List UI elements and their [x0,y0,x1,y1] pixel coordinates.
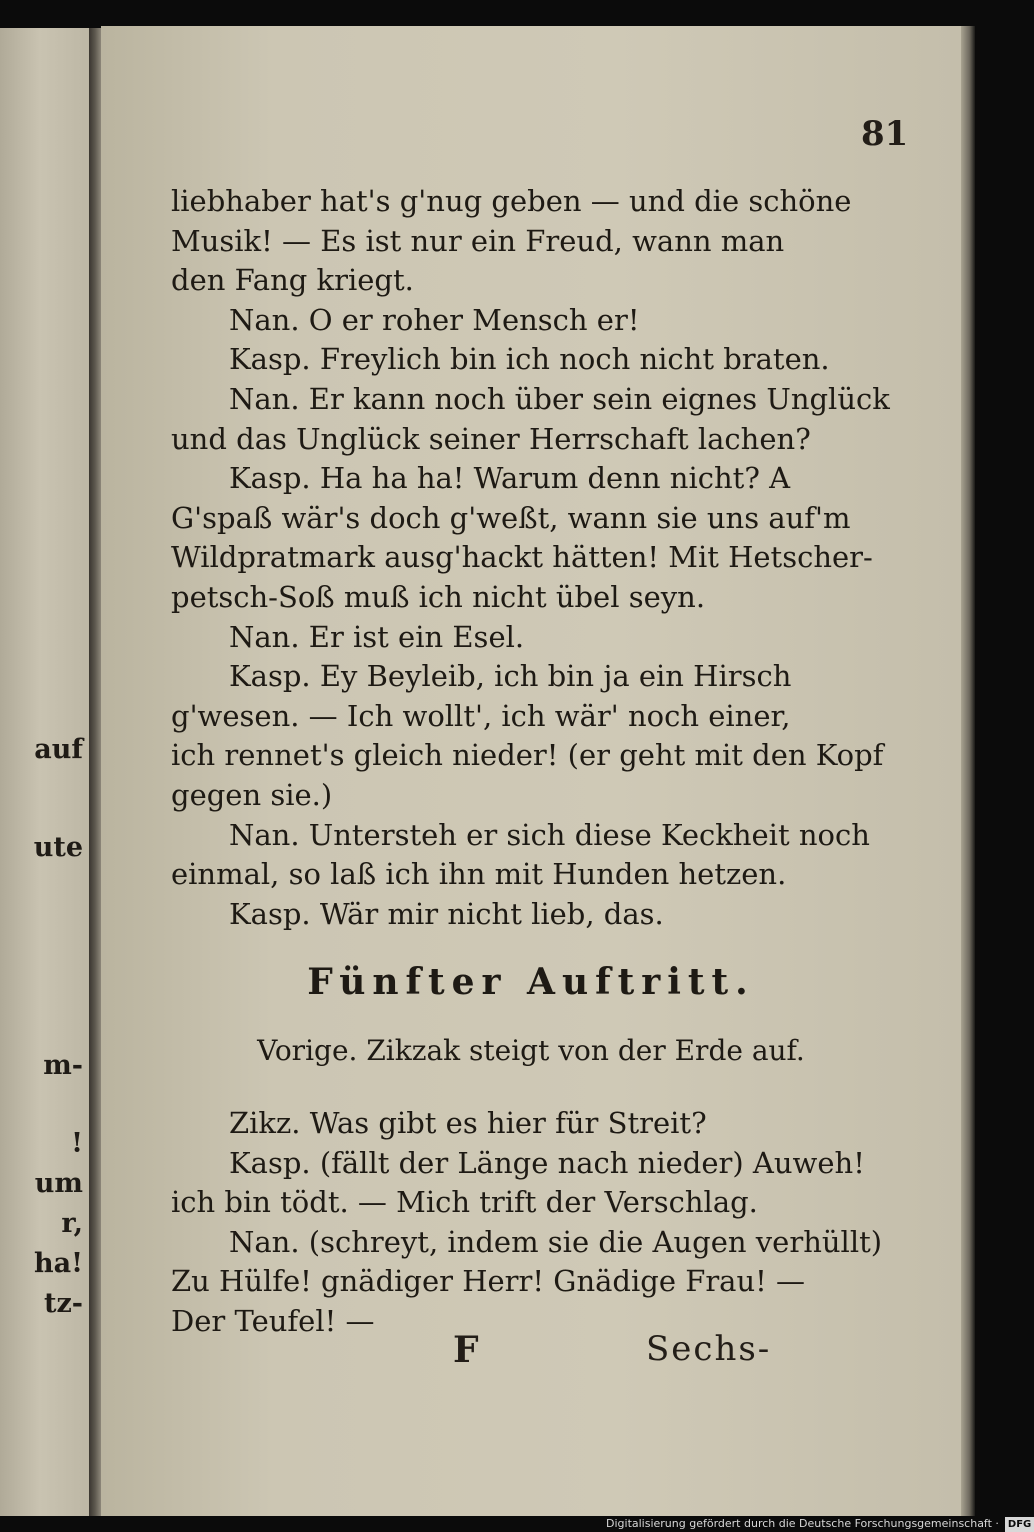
text-line: petsch-Soß muß ich nicht übel seyn. [171,579,706,614]
left-page-fragments [0,28,89,1516]
text-line: den Fang kriegt. [171,263,414,298]
text-line: Kasp. Freylich bin ich noch nicht braten. [229,342,830,377]
text-line: Nan. (schreyt, indem sie die Augen verhüllt) [229,1224,883,1259]
left-fragment: auf [34,734,83,765]
text-line: Der Teufel! — [171,1303,375,1338]
text-line: Kasp. Ey Beyleib, ich bin ja ein Hirsch [229,659,792,694]
left-fragment: um [34,1168,83,1199]
signature-mark: F [453,1329,479,1371]
left-fragment: m- [43,1050,83,1081]
text-line: g'wesen. — Ich wollt', ich wär' noch einer, [171,698,791,733]
left-fragment: tz- [43,1288,83,1319]
text-line: gegen sie.) [171,777,333,812]
text-line: Nan. O er roher Mensch er! [229,302,640,337]
text-block-top [171,182,890,934]
left-fragment: ute [33,832,83,863]
left-page [0,28,89,1516]
text-line: Zikz. Was gibt es hier für Streit? [229,1106,707,1140]
text-line: Zu Hülfe! gnädiger Herr! Gnädige Frau! — [171,1264,806,1299]
left-fragment: ! [71,1128,83,1159]
text-line: ich rennet's gleich nieder! (er geht mit den Kopf [171,738,884,773]
text-line: Nan. Er ist ein Esel. [229,619,525,654]
text-line: ich bin tödt. — Mich trift der Verschlag. [171,1185,758,1220]
text-line: G'spaß wär's doch g'weßt, wann sie uns auf'm [171,500,851,535]
scene-heading: Fünfter Auftritt. [307,961,755,1003]
footer-text: Digitalisierung gefördert durch die Deutsche Forschungsgemeinschaft · [606,1517,999,1530]
text-line: Nan. Untersteh er sich diese Keckheit noch [229,817,870,852]
text-line: und das Unglück seiner Herrschaft lachen? [171,421,811,456]
book-gutter [89,28,101,1516]
text-block-bottom [171,1104,883,1342]
text-line: Wildpratmark ausg'hackt hätten! Mit Hetscher- [171,540,873,575]
dfg-logo: DFG [1005,1517,1034,1532]
text-line: liebhaber hat's g'nug geben — und die schöne [171,184,852,218]
left-fragment: ha! [34,1248,83,1279]
stage-direction: Vorige. Zikzak steigt von der Erde auf. [257,1034,805,1067]
page-edge [961,26,975,1516]
text-line: Kasp. Wär mir nicht lieb, das. [229,896,664,931]
right-page [101,26,961,1516]
left-fragment: r, [61,1208,83,1239]
text-line: Nan. Er kann noch über sein eignes Unglück [229,381,890,416]
footer-credit [606,1516,1034,1532]
text-line: Kasp. (fällt der Länge nach nieder) Auweh! [229,1145,865,1180]
text-line: Musik! — Es ist nur ein Freud, wann man [171,223,785,258]
page-number: 81 [861,114,909,154]
text-line: Kasp. Ha ha ha! Warum denn nicht? A [229,461,791,496]
catchword: Sechs- [646,1329,772,1369]
text-line: einmal, so laß ich ihn mit Hunden hetzen. [171,857,787,892]
